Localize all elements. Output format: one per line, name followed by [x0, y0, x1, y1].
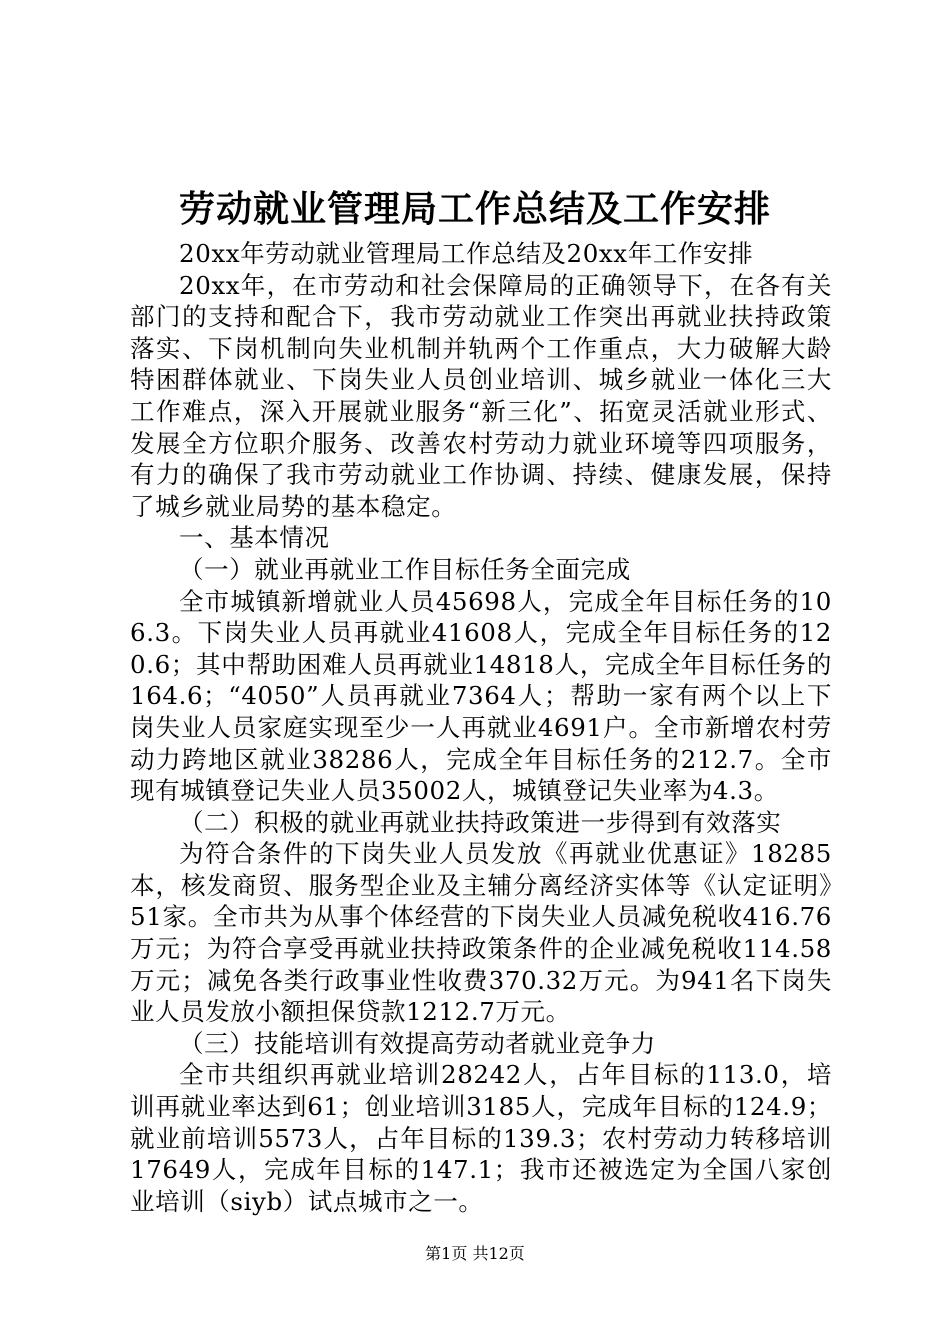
section-heading-basic-situation: 一、基本情况: [179, 523, 330, 553]
page-number-footer: 第1页 共12页: [425, 1244, 525, 1263]
paragraph-support-policies: 为符合条件的下岗失业人员发放《再就业优惠证》18285本，核发商贸、服务型企业及主辅分离经济实体等《认定证明》51家。全市共为从事个体经营的下岗失业人员减免税收416.76万元；为符合享受再就业扶持政策条件的企业减免税收114.58万元；减免各类行政事业性收费370.32万元。为941名下岗失业人员发放小额担保贷款1212.7万元。: [130, 839, 832, 1027]
subsection-heading-3: （三）技能培训有效提高劳动者就业竞争力: [179, 1028, 656, 1058]
paragraph-intro: 20xx年，在市劳动和社会保障局的正确领导下，在各有关部门的支持和配合下，我市劳动就业工作突出再就业扶持政策落实、下岗机制向失业机制并轨两个工作重点，大力破解大龄特困群体就业、下岗失业人员创业培训、城乡就业一体化三大工作难点，深入开展就业服务“新三化”、拓宽灵活就业形式、发展全方位职介服务、改善农村劳动力就业环境等四项服务，有力的确保了我市劳动就业工作协调、持续、健康发展，保持了城乡就业局势的基本稳定。: [130, 270, 832, 521]
document-body: [130, 238, 832, 1217]
paragraph-subtitle: 20xx年劳动就业管理局工作总结及20xx年工作安排: [179, 239, 754, 268]
paragraph-skills-training: 全市共组织再就业培训28242人，占年目标的113.0，培训再就业率达到61；创业培训3185人，完成年目标的124.9；就业前培训5573人，占年目标的139.3；农村劳动力转移培训17649人，完成年目标的147.1；我市还被选定为全国八家创业培训（siyb）试点城市之一。: [130, 1060, 832, 1216]
subsection-heading-2: （二）积极的就业再就业扶持政策进一步得到有效落实: [179, 807, 782, 837]
paragraph-employment-targets: 全市城镇新增就业人员45698人，完成全年目标任务的106.3。下岗失业人员再就业41608人，完成全年目标任务的120.6；其中帮助困难人员再就业14818人，完成全年目标任务的164.6；“4050”人员再就业7364人；帮助一家有两个以上下岗失业人员家庭实现至少一人再就业4691户。全市新增农村劳动力跨地区就业38286人，完成全年目标任务的212.7。全市现有城镇登记失业人员35002人，城镇登记失业率为4.3。: [130, 586, 832, 806]
subsection-heading-1: （一）就业再就业工作目标任务全面完成: [179, 554, 631, 584]
document-title: 劳动就业管理局工作总结及工作安排: [178, 189, 771, 230]
